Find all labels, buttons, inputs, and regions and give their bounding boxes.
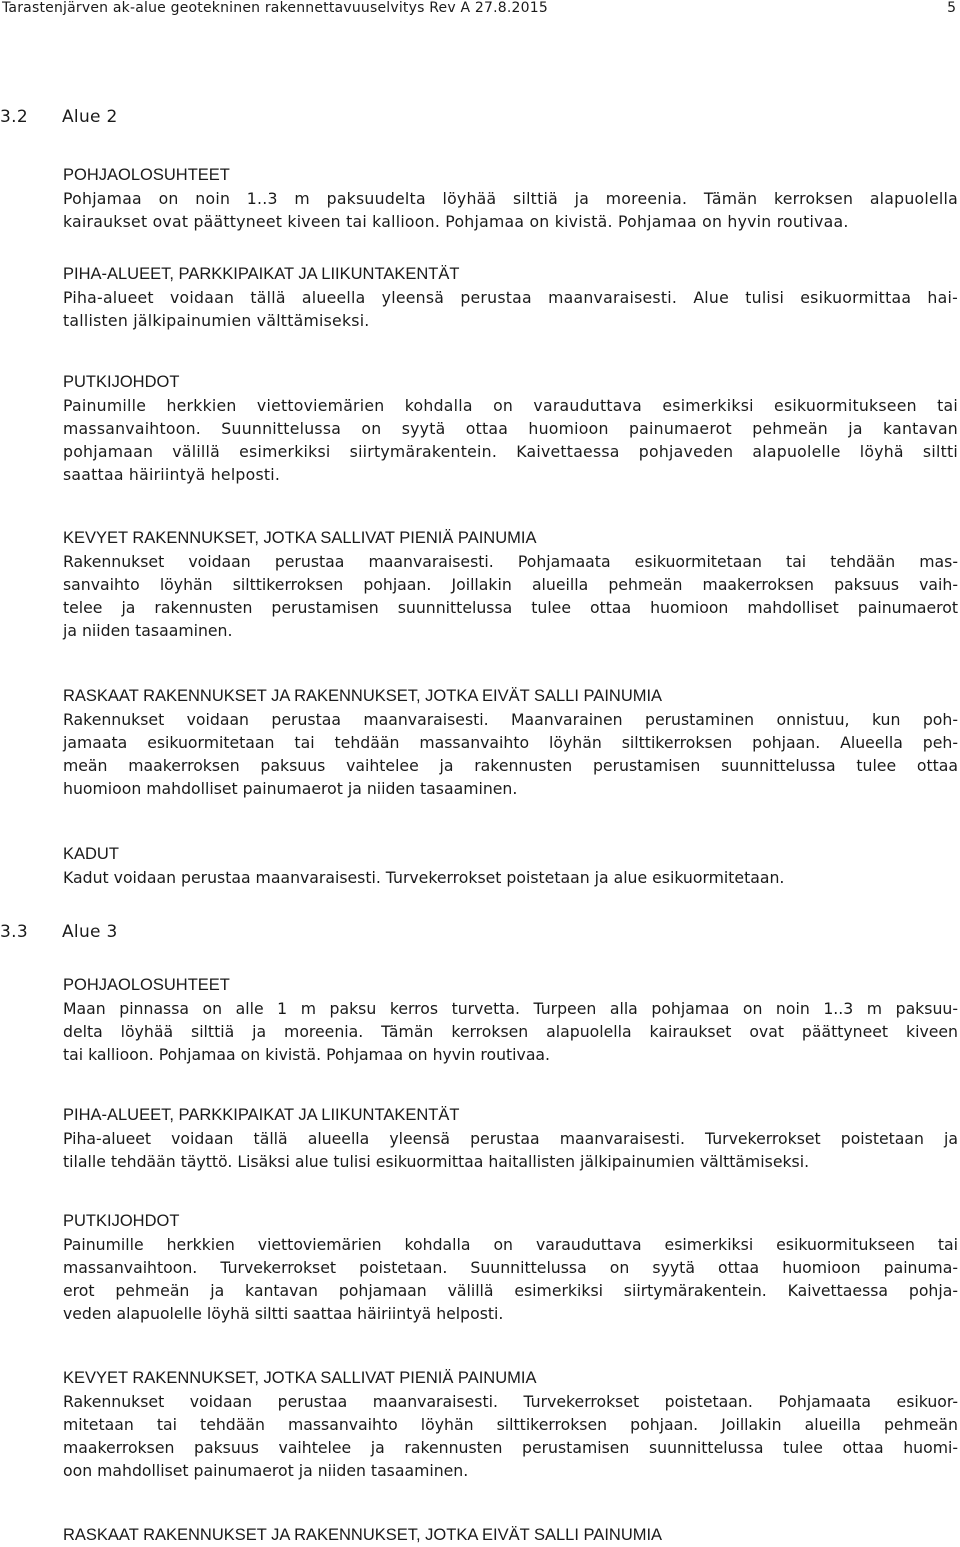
text-line: saattaa häiriintyä helposti.	[63, 465, 281, 484]
text-line: Painumille herkkien viettoviemärien kohdalla on varauduttava esimerkiksi esikuormitukseen tai	[63, 1235, 958, 1254]
text-line: delta löyhää silttiä ja moreenia. Tämän kerroksen alapuolella kairaukset ovat päättyneet kiveen	[63, 1022, 958, 1041]
block-body	[63, 866, 958, 889]
block-heading: POHJAOLOSUHTEET	[63, 976, 230, 994]
section-heading-3-2	[0, 107, 118, 127]
block-heading: POHJAOLOSUHTEET	[63, 166, 230, 184]
section-title: Alue 3	[62, 922, 118, 942]
text-line: kairaukset ovat päättyneet kiveen tai kallioon. Pohjamaa on kivistä. Pohjamaa on hyvin routivaa.	[63, 212, 849, 231]
page-header	[0, 0, 960, 20]
document-title: Tarastenjärven ak-alue geotekninen rakennettavuuselvitys Rev A 27.8.2015	[2, 0, 548, 16]
block-pohjaolosuhteet-3	[63, 974, 958, 1066]
text-line: Rakennukset voidaan perustaa maanvaraisesti. Pohjamaata esikuormitetaan tai tehdään mas-	[63, 552, 958, 571]
section-number: 3.2	[0, 107, 28, 127]
block-body	[63, 286, 958, 332]
text-line: massanvaihtoon. Suunnittelussa on syytä ottaa huomioon painumaerot pehmeän ja kantavan	[63, 419, 958, 438]
block-raskaat-rakennukset-2	[63, 685, 958, 800]
block-body	[63, 1127, 958, 1173]
block-heading: PIHA-ALUEET, PARKKIPAIKAT JA LIIKUNTAKENTÄT	[63, 1106, 460, 1124]
text-line: tai kallioon. Pohjamaa on kivistä. Pohjamaa on hyvin routivaa.	[63, 1045, 551, 1064]
text-line: oon mahdolliset painumaerot ja niiden tasaaminen.	[63, 1461, 469, 1480]
text-line: huomioon mahdolliset painumaerot ja niiden tasaaminen.	[63, 779, 518, 798]
text-line: maakerroksen paksuus vaihtelee ja rakennusten perustamisen suunnittelussa tulee ottaa huomi-	[63, 1438, 958, 1457]
block-putkijohdot-2	[63, 371, 958, 486]
block-heading: KEVYET RAKENNUKSET, JOTKA SALLIVAT PIENIÄ PAINUMIA	[63, 529, 537, 547]
text-line: Rakennukset voidaan perustaa maanvaraisesti. Maanvarainen perustaminen onnistuu, kun poh-	[63, 710, 958, 729]
block-putkijohdot-3	[63, 1210, 958, 1325]
text-line: jamaata esikuormitetaan tai tehdään massanvaihto löyhän silttikerroksen pohjaan. Alueella peh-	[63, 733, 958, 752]
block-body	[63, 997, 958, 1066]
block-body	[63, 1233, 958, 1325]
text-line: meän maakerroksen paksuus vaihtelee ja rakennusten perustamisen suunnittelussa tulee ottaa	[63, 756, 958, 775]
block-piha-alueet-3	[63, 1104, 958, 1173]
text-line: pohjamaan välillä esimerkiksi siirtymärakentein. Kaivettaessa pohjaveden alapuolelle löyhä siltti	[63, 442, 958, 461]
text-line: Rakennukset voidaan perustaa maanvaraisesti. Turvekerrokset poistetaan. Pohjamaata esikuor-	[63, 1392, 958, 1411]
text-line: ja niiden tasaaminen.	[63, 621, 233, 640]
text-line: Painumille herkkien viettoviemärien kohdalla on varauduttava esimerkiksi esikuormitukseen tai	[63, 396, 958, 415]
block-pohjaolosuhteet-2	[63, 164, 958, 233]
block-body	[63, 550, 958, 642]
text-line: mitetaan tai tehdään massanvaihto löyhän silttikerroksen pohjaan. Joillakin alueilla pehmeän	[63, 1415, 958, 1434]
text-line: veden alapuolelle löyhä siltti saattaa häiriintyä helposti.	[63, 1304, 504, 1323]
text-line: massanvaihtoon. Turvekerrokset poistetaan. Suunnittelussa on syytä ottaa huomioon painuma-	[63, 1258, 958, 1277]
text-line: Piha-alueet voidaan tällä alueella yleensä perustaa maanvaraisesti. Turvekerrokset poistetaan ja	[63, 1129, 958, 1148]
section-number: 3.3	[0, 922, 28, 942]
block-body	[63, 187, 958, 233]
block-kevyet-rakennukset-2	[63, 527, 958, 642]
block-kadut-2	[63, 843, 958, 889]
block-body	[63, 708, 958, 800]
block-heading: KEVYET RAKENNUKSET, JOTKA SALLIVAT PIENIÄ PAINUMIA	[63, 1369, 537, 1387]
text-line: Maan pinnassa on alle 1 m paksu kerros turvetta. Turpeen alla pohjamaa on noin 1..3 m paksuu-	[63, 999, 958, 1018]
block-heading: PIHA-ALUEET, PARKKIPAIKAT JA LIIKUNTAKENTÄT	[63, 265, 460, 283]
block-body	[63, 394, 958, 486]
block-heading: RASKAAT RAKENNUKSET JA RAKENNUKSET, JOTKA EIVÄT SALLI PAINUMIA	[63, 1526, 663, 1544]
block-heading: PUTKIJOHDOT	[63, 373, 180, 391]
block-kevyet-rakennukset-3	[63, 1367, 958, 1482]
block-heading: PUTKIJOHDOT	[63, 1212, 180, 1230]
text-line: sanvaihto löyhän silttikerroksen pohjaan. Joillakin alueilla pehmeän maakerroksen paksuus vaih-	[63, 575, 958, 594]
text-line: Pohjamaa on noin 1..3 m paksuudelta löyhää silttiä ja moreenia. Tämän kerroksen alapuolella	[63, 189, 958, 208]
section-title: Alue 2	[62, 107, 118, 127]
block-body	[63, 1390, 958, 1482]
text-line: Piha-alueet voidaan tällä alueella yleensä perustaa maanvaraisesti. Alue tulisi esikuormittaa hai-	[63, 288, 958, 307]
block-raskaat-rakennukset-3	[63, 1524, 958, 1547]
text-line: telee ja rakennusten perustamisen suunnittelussa tulee ottaa huomioon mahdolliset painumaerot	[63, 598, 958, 617]
block-heading: RASKAAT RAKENNUKSET JA RAKENNUKSET, JOTKA EIVÄT SALLI PAINUMIA	[63, 687, 663, 705]
block-piha-alueet-2	[63, 263, 958, 332]
text-line: Kadut voidaan perustaa maanvaraisesti. Turvekerrokset poistetaan ja alue esikuormitetaan.	[63, 868, 785, 887]
section-heading-3-3	[0, 922, 118, 942]
page-number: 5	[947, 0, 956, 16]
block-heading: KADUT	[63, 845, 119, 863]
text-line: erot pehmeän ja kantavan pohjamaan välillä esimerkiksi siirtymärakentein. Kaivettaessa pohja-	[63, 1281, 958, 1300]
text-line: tilalle tehdään täyttö. Lisäksi alue tulisi esikuormittaa haitallisten jälkipainumien välttämiseksi.	[63, 1152, 810, 1171]
text-line: tallisten jälkipainumien välttämiseksi.	[63, 311, 370, 330]
